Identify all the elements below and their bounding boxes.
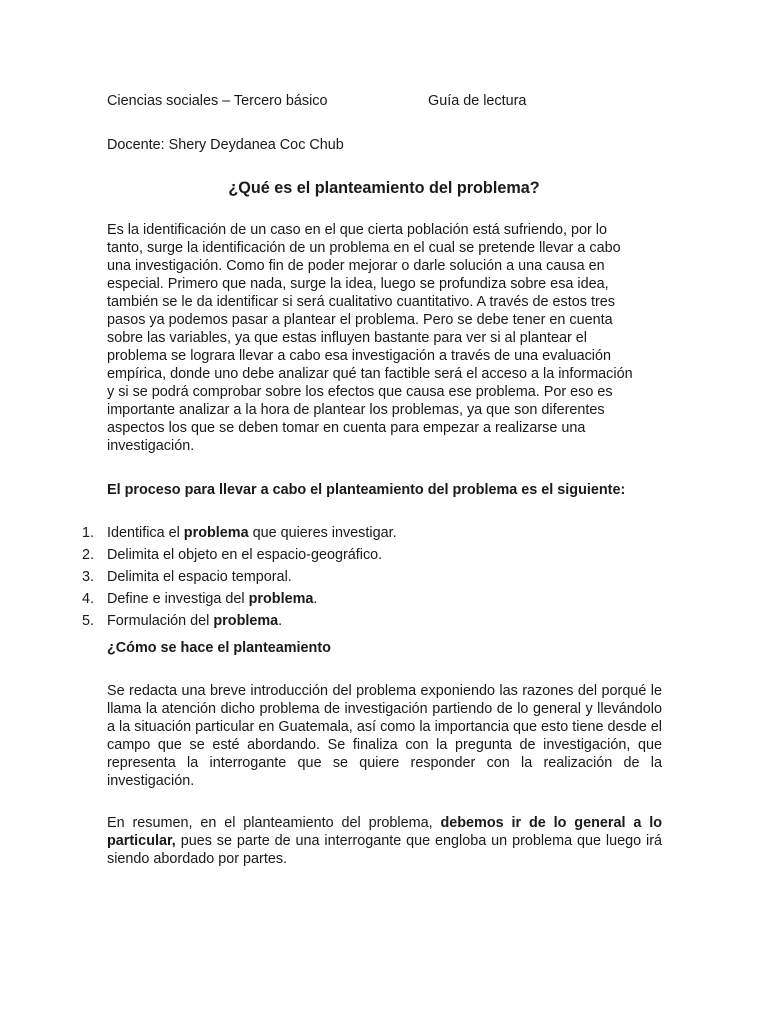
step-number: 3.	[82, 569, 95, 585]
list-item	[0, 544, 768, 566]
guide-label: Guía de lectura	[428, 93, 527, 109]
page-title: ¿Qué es el planteamiento del problema?	[228, 179, 540, 197]
how-heading: ¿Cómo se hace el planteamiento	[107, 640, 331, 656]
intro-paragraph: Es la identificación de un caso en el que cierta población está sufriendo, por lo tanto, surge la identificación de un problema en el cual se pretende llevar a cabo una investigación. Como fin de poder mejorar o darle solución a una causa en especial. Primero que nada, surge la idea, luego se profundiza sobre esa idea, también se le da identificar si será cualitativo cuantitativo. A través de estos tres pasos ya podemos pasar a plantear el problema. Pero se debe tener en cuenta sobre las variables, ya que estas influyen bastante para ver si al plantear el problema se lograra llevar a cabo esa investigación a través de una evaluación empírica, donde uno debe analizar qué tan factible será el acceso a la información y si se podrá comprobar sobre los efectos que causa ese problema. Por eso es importante analizar a la hora de plantear los problemas, ya que son diferentes aspectos los que se deben tomar en cuenta para empezar a realizarse una investigación.	[107, 222, 633, 454]
step-text: Formulación del problema.	[107, 613, 283, 629]
list-item	[0, 588, 768, 610]
step-text: Delimita el espacio temporal.	[107, 569, 292, 585]
summary-paragraph: En resumen, en el planteamiento del problema, debemos ir de lo general a lo particular, pues se parte de una interrogante que engloba un problema que luego irá siendo abordado por partes.	[107, 815, 663, 867]
teacher-line: Docente: Shery Deydanea Coc Chub	[107, 137, 344, 153]
step-text: Delimita el objeto en el espacio-geográfico.	[107, 547, 383, 563]
subject-label: Ciencias sociales – Tercero básico	[107, 93, 328, 109]
header-line	[107, 91, 667, 111]
step-text: Define e investiga del problema.	[107, 591, 318, 607]
step-number: 4.	[82, 591, 95, 607]
list-item	[0, 522, 768, 544]
step-number: 5.	[82, 613, 95, 629]
process-heading: El proceso para llevar a cabo el planteamiento del problema es el siguiente:	[107, 482, 626, 498]
step-number: 2.	[82, 547, 95, 563]
process-steps-list	[0, 522, 768, 632]
method-paragraph: Se redacta una breve introducción del problema exponiendo las razones del porqué le llama la atención dicho problema de investigación partiendo de lo general y llevándolo a la situación particular en Guatemala, así como la importancia que esto tiene desde el campo que se esté abordando. Se finaliza con la pregunta de investigación, que representa la interrogante que se quiere responder con la realización de la investigación.	[107, 683, 662, 789]
list-item	[0, 566, 768, 588]
list-item	[0, 610, 768, 632]
step-text: Identifica el problema que quieres investigar.	[107, 525, 397, 541]
step-number: 1.	[82, 525, 95, 541]
